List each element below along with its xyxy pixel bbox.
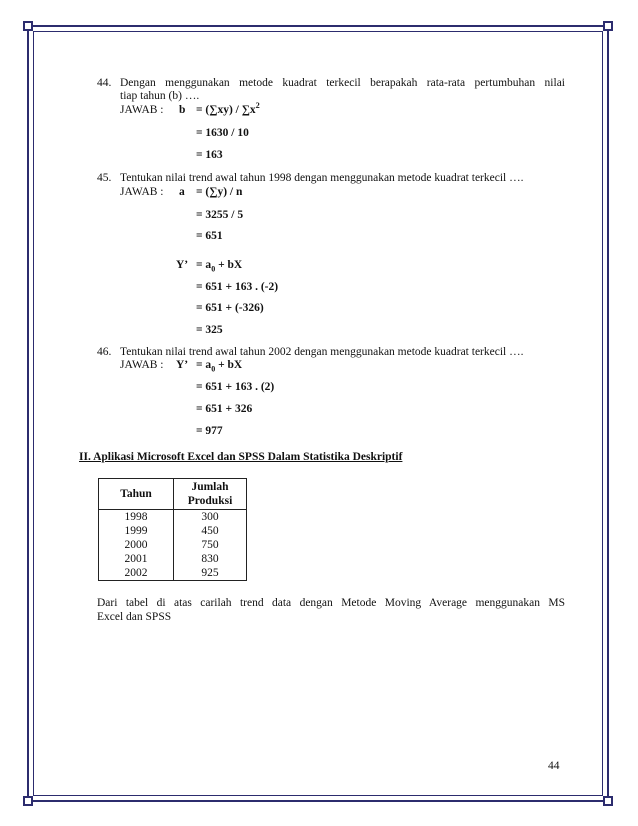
answer-label: JAWAB :: [120, 186, 164, 198]
page-border-inner: [33, 31, 603, 796]
border-corner-ornament: [23, 796, 33, 806]
question-number: 46.: [97, 346, 112, 358]
equation-step: = $a_0$ + bX: [196, 259, 243, 274]
table-cell: 1999: [99, 524, 174, 538]
equation-step: = $a_0$ + bX: [196, 359, 243, 374]
border-corner-ornament: [603, 796, 613, 806]
table-cell: 2000: [99, 538, 174, 552]
table-cell: 450: [174, 524, 247, 538]
equation-step: = 325: [196, 324, 223, 336]
table-row: [99, 510, 247, 525]
question-text: Tentukan nilai trend awal tahun 1998 dengan menggunakan metode kuadrat terkecil ….: [120, 172, 524, 184]
equation-step: = 3255 / 5: [196, 209, 244, 221]
production-table: [98, 478, 247, 581]
border-corner-ornament: [603, 21, 613, 31]
section-heading: II. Aplikasi Microsoft Excel dan SPSS Dalam Statistika Deskriptif: [79, 451, 403, 463]
table-cell: 830: [174, 552, 247, 566]
table-row: [99, 552, 247, 566]
page-number: 44: [548, 760, 560, 772]
table-cell: 2002: [99, 566, 174, 581]
table-cell: 300: [174, 510, 247, 525]
question-text: Dengan menggunakan metode kuadrat terkecil berapakah rata-rata pertumbuhan nilai: [120, 77, 565, 89]
equation-step: = 651 + 326: [196, 403, 253, 415]
equation-step: = 651 + 163 . (2): [196, 381, 275, 393]
table-cell: 925: [174, 566, 247, 581]
table-cell: 750: [174, 538, 247, 552]
equation-lhs: b: [179, 104, 186, 116]
answer-label: JAWAB :: [120, 359, 164, 371]
paragraph-text: Excel dan SPSS: [97, 611, 172, 623]
equation-lhs: Y’: [176, 359, 189, 371]
equation-step: = 1630 / 10: [196, 127, 249, 139]
table-row: [99, 566, 247, 581]
equation-step: = 977: [196, 425, 223, 437]
question-text: tiap tahun (b) ….: [120, 90, 200, 102]
paragraph-text: Dari tabel di atas carilah trend data dengan Metode Moving Average menggunakan MS: [97, 597, 565, 609]
table-cell: 1998: [99, 510, 174, 525]
equation-lhs: a: [179, 186, 185, 198]
answer-label: JAWAB :: [120, 104, 164, 116]
question-number: 45.: [97, 172, 112, 184]
equation-step: = $(\sum xy) / \sum x^2$: [196, 101, 260, 116]
equation-lhs: Y’: [176, 259, 189, 271]
table-row: [99, 524, 247, 538]
equation-step: = 651 + 163 . (-2): [196, 281, 279, 293]
table-row: [99, 538, 247, 552]
equation-step: = 651 + (-326): [196, 302, 264, 314]
border-corner-ornament: [23, 21, 33, 31]
table-cell: 2001: [99, 552, 174, 566]
table-header-year: Tahun: [99, 479, 174, 510]
equation-step: = 651: [196, 230, 223, 242]
question-number: 44.: [97, 77, 112, 89]
table-header-production: Jumlah Produksi: [174, 479, 247, 510]
question-text: Tentukan nilai trend awal tahun 2002 dengan menggunakan metode kuadrat terkecil ….: [120, 346, 524, 358]
equation-step: = 163: [196, 149, 223, 161]
equation-step: = (∑y) / n: [196, 186, 243, 198]
table-header-row: [99, 479, 247, 510]
